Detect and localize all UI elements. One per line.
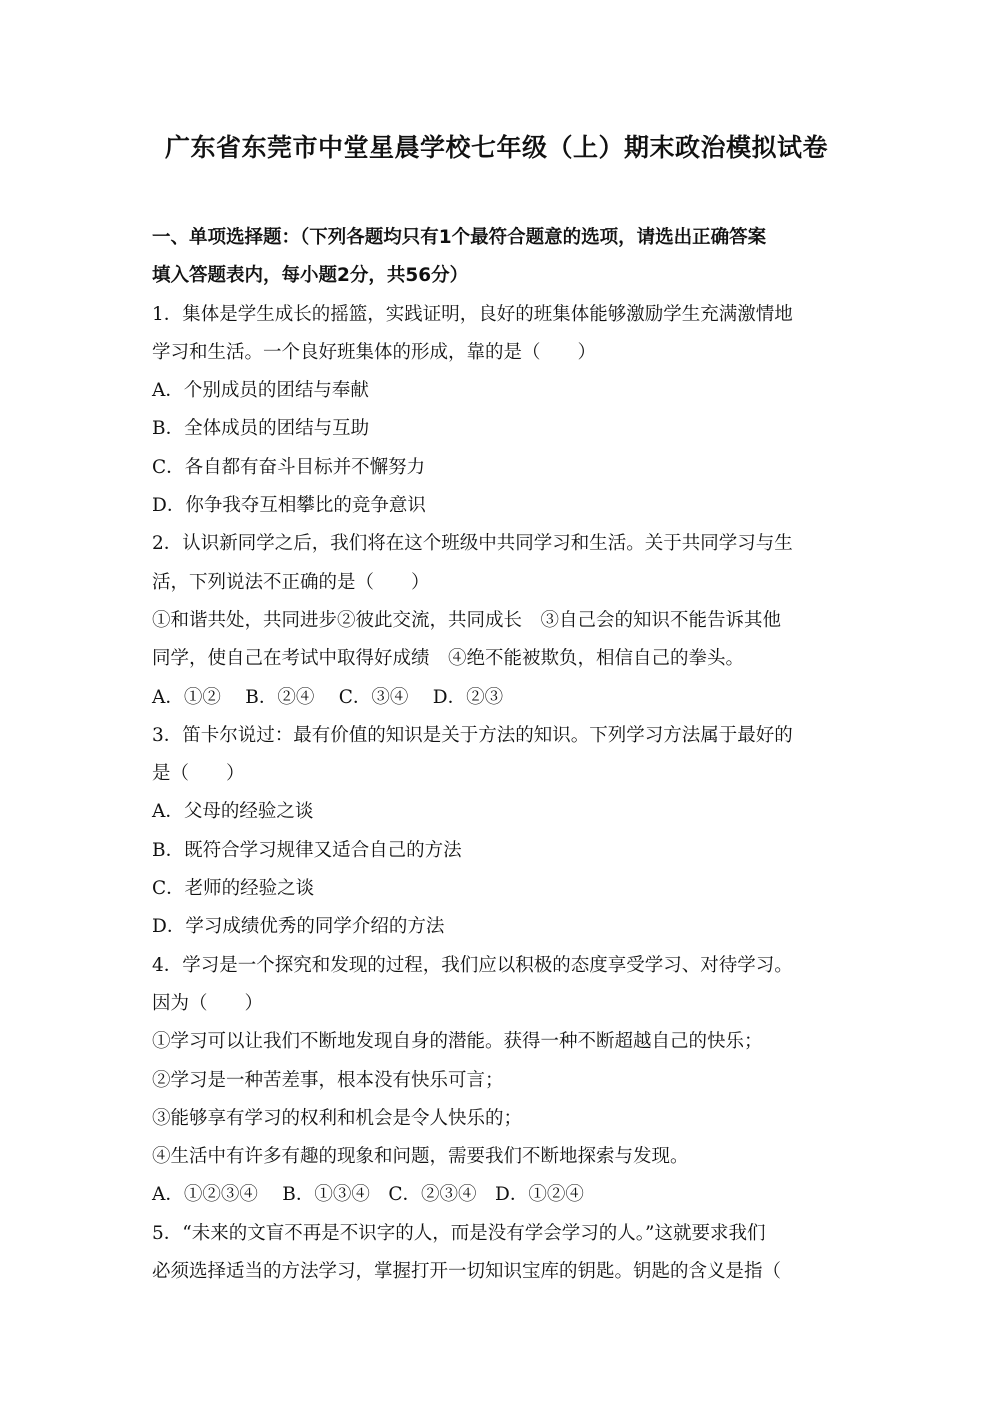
question-stem: 因为（ ） <box>152 992 264 1014</box>
option-a: A．父母的经验之谈 <box>152 801 314 823</box>
section-heading-line-1: 一、单项选择题：（下列各题均只有1个最符合题意的选项，请选出正确答案 <box>152 227 767 248</box>
question-stem: 4．学习是一个探究和发现的过程，我们应以积极的态度享受学习、对待学习。 <box>152 954 793 976</box>
question-stem: 1．集体是学生成长的摇篮，实践证明，良好的班集体能够激励学生充满激情地 <box>152 303 793 325</box>
question-4 <box>152 947 852 1215</box>
question-stem: 必须选择适当的方法学习，掌握打开一切知识宝库的钥匙。钥匙的含义是指（ <box>152 1261 782 1283</box>
option-b: B．既符合学习规律又适合自己的方法 <box>152 839 462 861</box>
exam-content <box>152 219 852 1291</box>
question-2 <box>152 525 852 716</box>
question-stem: 活，下列说法不正确的是（ ） <box>152 571 430 593</box>
option-c: C．老师的经验之谈 <box>152 878 315 900</box>
question-stem: 5．“未来的文盲不再是不识字的人，而是没有学会学习的人。”这就要求我们 <box>152 1222 766 1244</box>
options-row: A．①②③④ B．①③④ C．②③④ D．①②④ <box>152 1184 584 1206</box>
statement: ④生活中有许多有趣的现象和问题，需要我们不断地探索与发现。 <box>152 1146 689 1168</box>
option-c: C．各自都有奋斗目标并不懈努力 <box>152 456 426 478</box>
question-1 <box>152 296 852 526</box>
options-row: A．①② B．②④ C．③④ D．②③ <box>152 686 504 708</box>
option-d: D．你争我夺互相攀比的竞争意识 <box>152 495 426 517</box>
exam-title: 广东省东莞市中堂星晨学校七年级（上）期末政治模拟试卷 <box>164 133 828 162</box>
question-stem: 学习和生活。一个良好班集体的形成，靠的是（ ） <box>152 341 597 363</box>
option-b: B．全体成员的团结与互助 <box>152 418 370 440</box>
question-stem: 2．认识新同学之后，我们将在这个班级中共同学习和生活。关于共同学习与生 <box>152 533 793 555</box>
option-d: D．学习成绩优秀的同学介绍的方法 <box>152 916 445 938</box>
statement: ②学习是一种苦差事，根本没有快乐可言； <box>152 1069 504 1091</box>
question-3 <box>152 717 852 947</box>
option-a: A．个别成员的团结与奉献 <box>152 380 369 402</box>
question-stem: 3．笛卡尔说过：最有价值的知识是关于方法的知识。下列学习方法属于最好的 <box>152 724 793 746</box>
statement: ①学习可以让我们不断地发现自身的潜能。获得一种不断超越自己的快乐； <box>152 1031 763 1053</box>
statement: ③能够享有学习的权利和机会是令人快乐的； <box>152 1107 523 1129</box>
question-stem: 是（ ） <box>152 763 245 785</box>
statement: 同学，使自己在考试中取得好成绩 ④绝不能被欺负，相信自己的拳头。 <box>152 648 745 670</box>
statement: ①和谐共处，共同进步②彼此交流，共同成长 ③自己会的知识不能告诉其他 <box>152 609 782 631</box>
question-5 <box>152 1215 852 1292</box>
section-heading-line-2: 填入答题表内，每小题2分，共56分） <box>152 265 469 287</box>
